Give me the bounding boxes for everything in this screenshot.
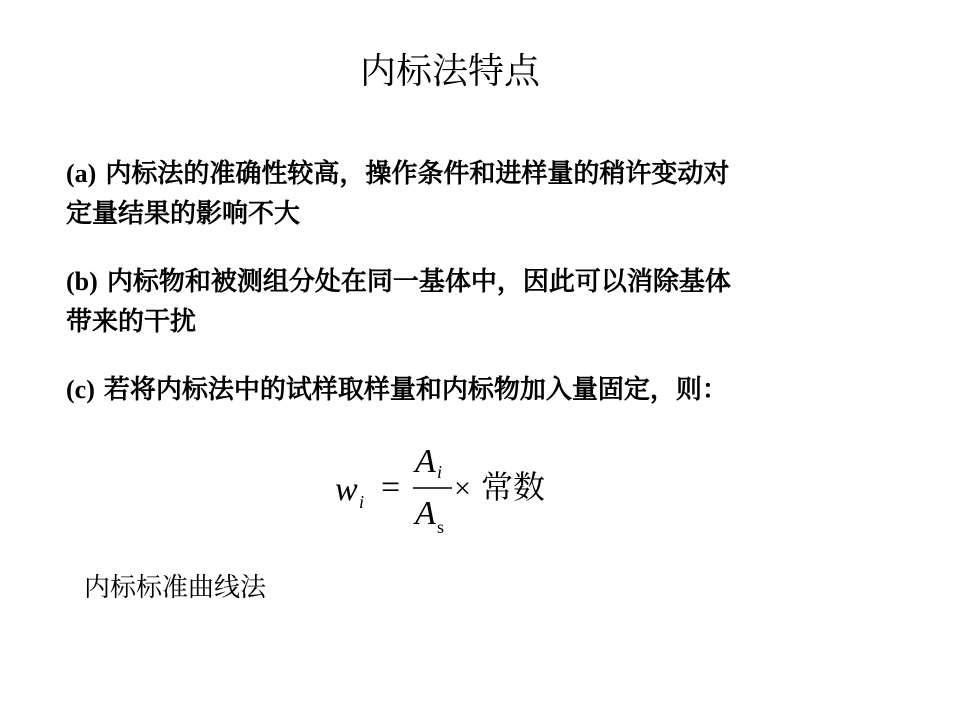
point-a-label: (a): [66, 159, 97, 188]
point-b-label: (b): [66, 267, 98, 296]
point-c-text-1: 若将内标法中的试样取样量和内标物加入量固定，则：: [103, 375, 728, 405]
formula: [335, 438, 575, 548]
formula-den-sub: s: [437, 517, 445, 537]
formula-lhs-sub: i: [359, 492, 365, 512]
formula-den-var: A: [415, 495, 436, 532]
formula-num-sub: i: [437, 462, 443, 482]
formula-num-var: A: [415, 443, 436, 480]
formula-graphic: [335, 438, 575, 548]
formula-equals: =: [381, 469, 401, 506]
formula-constant: 常数: [481, 468, 546, 506]
point-c-label: (c): [66, 375, 95, 404]
point-c: [66, 370, 896, 410]
formula-times: ×: [454, 472, 471, 505]
point-b-line-1: [66, 262, 896, 302]
point-b: [66, 262, 896, 342]
point-a: [66, 154, 896, 234]
slide-title: 内标法特点: [359, 51, 540, 92]
point-a-text-1: 内标法的准确性较高，操作条件和进样量的稍许变动对: [105, 159, 730, 189]
point-b-text-1: 内标物和被测组分处在同一基体中，因此可以消除基体: [106, 267, 731, 297]
point-b-line-2: [66, 302, 896, 342]
point-a-line-2: [66, 194, 896, 234]
point-c-line-1: [66, 370, 896, 410]
point-b-text-2: 带来的干扰: [66, 307, 197, 337]
subtitle: 内标标准曲线法: [84, 573, 267, 603]
point-a-line-1: [66, 154, 896, 194]
point-a-text-2: 定量结果的影响不大: [66, 199, 301, 229]
formula-lhs-var: w: [335, 471, 358, 508]
